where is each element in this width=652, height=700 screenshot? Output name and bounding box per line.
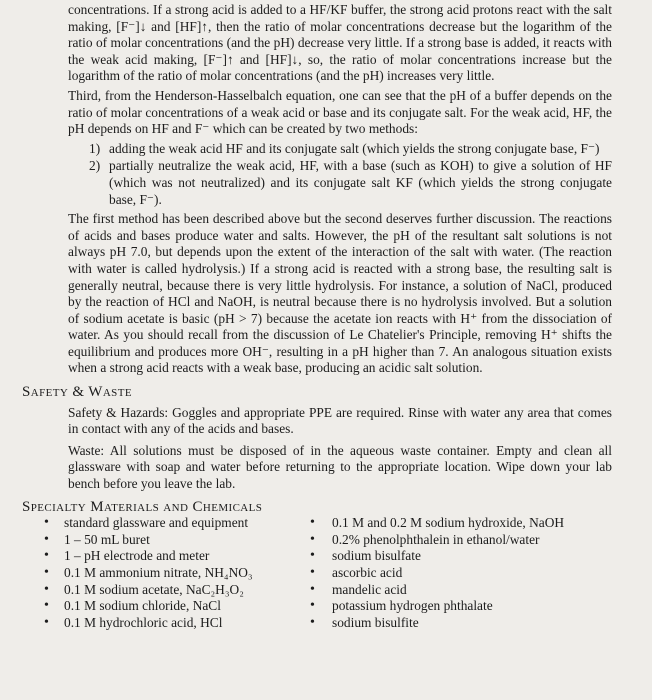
list-item: • 0.1 M sodium chloride, NaCl [44, 598, 221, 614]
bullet-icon: • [44, 614, 49, 630]
list-item: • sodium bisulfate [310, 548, 421, 564]
list-item: • 0.1 M ammonium nitrate, NH₄NO₃ [44, 565, 253, 580]
bullet-icon: • [310, 531, 315, 547]
method-text: partially neutralize the weak acid, HF, with a base (such as KOH) to give a solution of HF (which was not neutralized) and its conjugate salt KF (which yields the strong conjugate base, F⁻). [109, 158, 612, 207]
materials-column-left [44, 515, 310, 631]
paragraph-hydrolysis: The first method has been described above but the second deserves further discussion. The reactions of acids and bases produce water and salts. However, the pH of the resultant salt solutions is not always pH 7.0, but depends upon the extent of the interaction of the salt with water. (The reaction with water is called hydrolysis.) If a strong acid is reacted with a strong base, the resulting salt is generally neutral, because there is very little hydrolysis. For instance, a solution of NaCl, produced by the reaction of HCl and NaOH, is neutral because there is no hydrolysis involved. But a solution of sodium acetate is basic (pH > 7) because the acetate ion reacts with H⁺ from the dissociation of water. As you should recall from the discussion of Le Chatelier's Principle, removing H⁺ shifts the equilibrium and produces more OH⁻, resulting in a pH higher than 7. An analogous situation exists when a strong acid reacts with a weak base, producing an acidic salt solution. [68, 211, 612, 376]
method-item-2 [89, 158, 612, 208]
bullet-icon: • [44, 531, 49, 547]
method-number: 1) [89, 140, 101, 156]
method-item-1 [89, 140, 612, 158]
materials-list [44, 515, 612, 631]
bullet-icon: • [44, 548, 49, 564]
method-text: adding the weak acid HF and its conjugate salt (which yields the strong conjugate base, F⁻) [109, 140, 600, 156]
paragraph-henderson-hasselbalch: Third, from the Henderson-Hasselbalch equation, one can see that the pH of a buffer depends on the ratio of molar concentrations of a weak acid or base and its conjugate salt. For the weak acid, HF, the pH depends on HF and F⁻ which can be created by two methods: [68, 87, 612, 137]
list-item: • potassium hydrogen phthalate [310, 598, 493, 614]
list-item: • ascorbic acid [310, 565, 403, 580]
methods-list [22, 141, 612, 208]
bullet-icon: • [310, 515, 315, 531]
list-item: • 1 – pH electrode and meter [44, 548, 210, 564]
bullet-icon: • [44, 565, 49, 580]
bullet-icon: • [44, 515, 49, 531]
bullet-icon: • [310, 565, 315, 580]
list-item: • 0.1 M sodium acetate, NaC₂H₃O₂ [44, 581, 244, 597]
waste-text: Waste: All solutions must be disposed of in the aqueous waste container. Empty and clean all glassware with soap and water before returning to the appropriate location. Wipe down your lab bench before you leave the lab. [68, 442, 612, 492]
list-item: • 1 – 50 mL buret [44, 531, 150, 547]
method-number: 2) [89, 158, 101, 174]
section-heading-safety-waste: Safety & Waste [22, 384, 132, 401]
list-item: • 0.1 M hydrochloric acid, HCl [44, 614, 223, 630]
bullet-icon: • [310, 548, 315, 564]
bullet-icon: • [310, 581, 315, 597]
list-item: • sodium bisulfite [310, 614, 419, 630]
list-item: • standard glassware and equipment [44, 515, 249, 531]
safety-hazards-text: Safety & Hazards: Goggles and appropriate PPE are required. Rinse with water any area that comes in contact with any of the acids and bases. [68, 404, 612, 437]
list-item: • 0.1 M and 0.2 M sodium hydroxide, NaOH [310, 515, 565, 531]
paragraph-buffer-ratio: concentrations. If a strong acid is added to a HF/KF buffer, the strong acid protons react with the salt making, [F⁻]↓ and [HF]↑, then the ratio of molar concentrations decrease but the logarithm of the ratio of molar concentrations (and the pH) decrease very little. If a strong base is added, it reacts with the weak acid making, [F⁻]↑ and [HF]↓, so, the ratio of molar concentrations increase but the logarithm of the ratio of molar concentrations (and the pH) increases very little. [68, 2, 612, 84]
bullet-icon: • [44, 598, 49, 614]
section-heading-materials: Specialty Materials and Chemicals [22, 498, 263, 515]
bullet-icon: • [310, 598, 315, 614]
list-item: • mandelic acid [310, 581, 407, 597]
materials-column-right [310, 515, 610, 631]
safety-section [22, 405, 612, 493]
bullet-icon: • [44, 581, 49, 597]
bullet-icon: • [310, 614, 315, 630]
list-item: • 0.2% phenolphthalein in ethanol/water [310, 531, 540, 547]
